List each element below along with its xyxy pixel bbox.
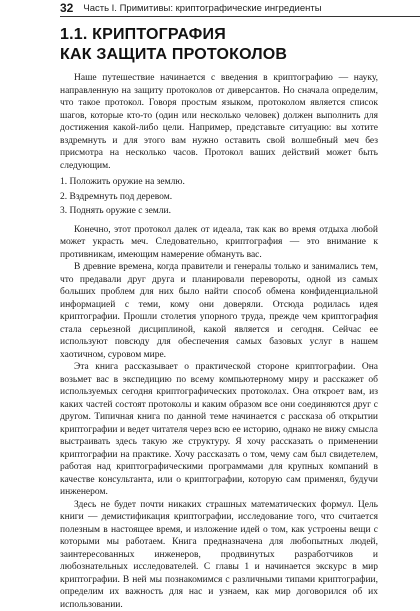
paragraph-5: Здесь не будет почти никаких страшных математических формул. Цель книги — демистификация криптографии, исследование того, что считается полезным в настоящее время, и изложение идей о том, как устроены вещи с которыми мы работаем. Книга предназначена для любопытных людей, заинтересованных инженеров, продвинутых разработчиков и любознательных исследователей. С главы 1 и начинается экскурс в мир криптографии. В ней мы познакомимся с различными типами криптографии, определим их важность для нас и узнаем, как мир договорился об их использовании. <box>60 499 378 611</box>
paragraph-2: Конечно, этот протокол далек от идеала, так как во время отдыха любой может украсть меч. Следовательно, криптография — это внимание к противникам, имеющим намерение обмануть вас. <box>60 224 378 262</box>
body-text <box>60 72 378 611</box>
page-header <box>60 0 420 17</box>
section-title-line-1: 1.1. КРИПТОГРАФИЯ <box>60 25 287 45</box>
page-number: 32 <box>60 1 73 15</box>
protocol-steps-list <box>60 176 378 218</box>
paragraph-1: Наше путешествие начинается с введения в криптографию — науку, направленную на защиту протоколов от диверсантов. Но сначала определим, что такое протокол. Говоря простым языком, протоколом является список шагов, которые кто-то (один или несколько человек) должен выполнить для достижения какой-либо цели. Например, представьте ситуацию: вы хотите вздремнуть и для этого вам нужно оставить свой волшебный меч без присмотра на несколько часов. Протокол ваших действий может быть следующим. <box>60 72 378 172</box>
list-item: 3. Поднять оружие с земли. <box>60 205 378 218</box>
paragraph-3: В древние времена, когда правители и генералы только и занимались тем, что предавали друг друга и планировали перевороты, одной из самых больших проблем для них было найти способ обмена конфиденциальной информацией с теми, кому они доверяли. Отсюда родилась идея криптографии. Прошли столетия упорного труда, прежде чем криптография стала серьезной дисциплиной, какой является и сегодня. Сейчас ее используют повсюду для обеспечения самых базовых услуг в нашем хаотичном, суровом мире. <box>60 261 378 361</box>
section-title-line-2: КАК ЗАЩИТА ПРОТОКОЛОВ <box>60 45 287 65</box>
section-title <box>60 25 287 65</box>
paragraph-4: Эта книга рассказывает о практической стороне криптографии. Она возьмет вас в экспедицию по всему компьютерному миру и расскажет об используемых сегодня криптографических протоколах. Она откроет вам, из каких частей состоят протоколы и каким образом все они соединяются друг с другом. Типичная книга по данной теме начинается с рассказа об открытии криптографии и ведет читателя через всю ее историю, однако не вижу смысла выстраивать здесь такую же структуру. Я хочу рассказать о применении криптографии на практике. Хочу рассказать о том, чему сам был свидетелем, работая над криптографическими программами для крупных компаний в качестве консультанта, или о криптографии, которую сам применял, будучи инженером. <box>60 361 378 499</box>
list-item: 2. Вздремнуть под деревом. <box>60 191 378 204</box>
running-head: Часть I. Примитивы: криптографические ингредиенты <box>83 3 321 14</box>
list-item: 1. Положить оружие на землю. <box>60 176 378 189</box>
